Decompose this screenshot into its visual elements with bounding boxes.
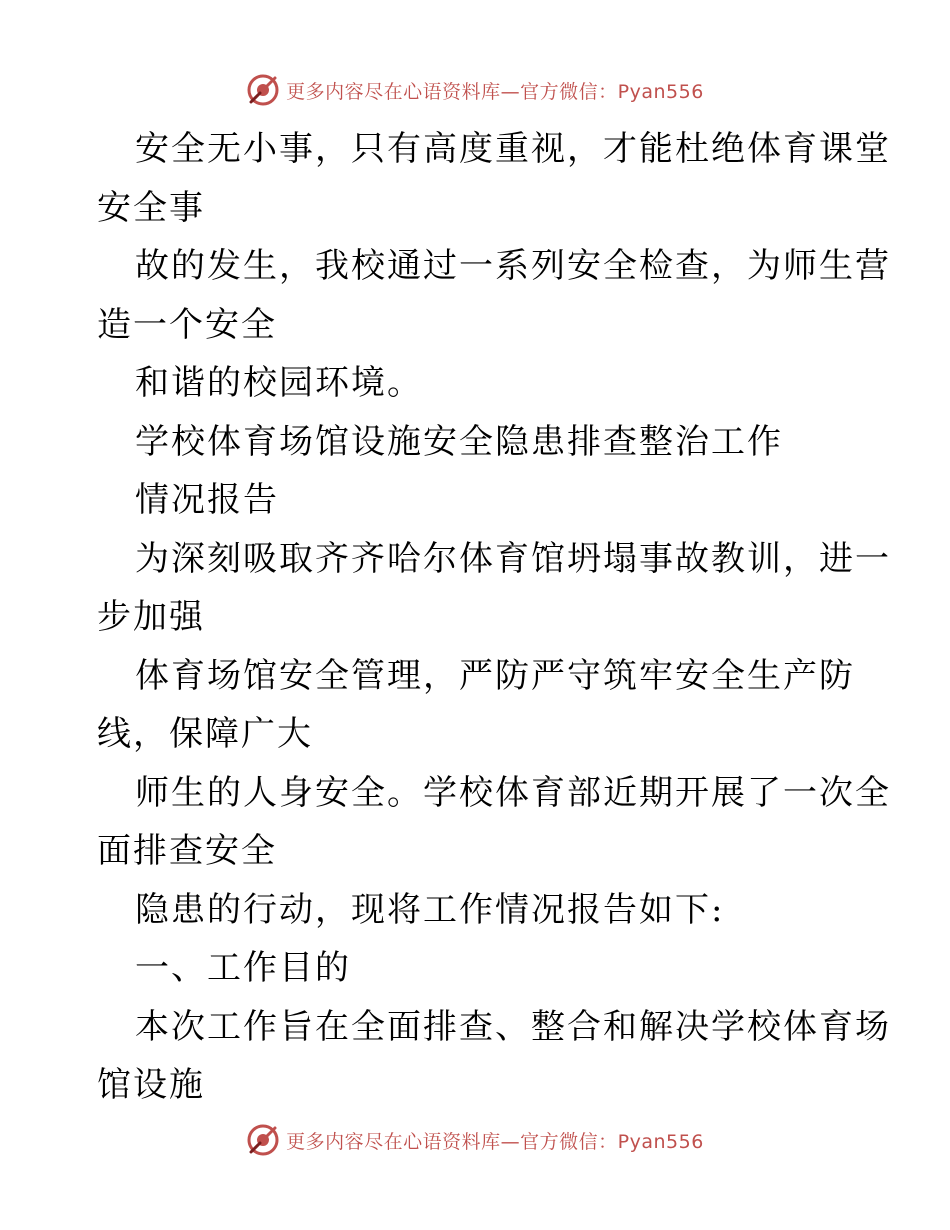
line-text: 和谐的校园环境。 bbox=[135, 363, 423, 403]
paragraph bbox=[97, 237, 891, 354]
header-banner-text: 更多内容尽在心语资料库—官方微信：Pyan556 bbox=[286, 80, 704, 103]
report-title-line-2 bbox=[97, 471, 857, 530]
paragraph bbox=[97, 354, 857, 413]
line-continuation: 馆设施 bbox=[97, 1065, 205, 1105]
line-text: 体育场馆安全管理，严防严守筑牢安全生产防 bbox=[135, 655, 855, 696]
line-continuation: 造一个安全 bbox=[97, 304, 277, 345]
paragraph bbox=[97, 647, 857, 764]
pen-logo-icon bbox=[246, 73, 280, 107]
line-text: 为深刻吸取齐齐哈尔体育馆坍塌事故教训，进一 bbox=[135, 538, 891, 579]
line-text: 安全无小事，只有高度重视，才能杜绝体育课堂 bbox=[135, 129, 891, 169]
line-continuation: 安全事 bbox=[97, 187, 205, 228]
footer-banner-text: 更多内容尽在心语资料库—官方微信：Pyan556 bbox=[286, 1130, 704, 1153]
line-text: 情况报告 bbox=[135, 480, 279, 520]
paragraph bbox=[97, 120, 891, 237]
line-text: 师生的人身安全。学校体育部近期开展了一次全 bbox=[135, 772, 891, 813]
line-text: 故的发生，我校通过一系列安全检查，为师生营 bbox=[135, 246, 891, 286]
header-banner bbox=[0, 70, 950, 110]
line-text: 隐患的行动，现将工作情况报告如下: bbox=[135, 889, 725, 930]
paragraph bbox=[97, 530, 891, 647]
line-continuation: 步加强 bbox=[97, 597, 205, 637]
paragraph bbox=[97, 998, 891, 1115]
paragraph bbox=[97, 881, 857, 940]
paragraph bbox=[97, 764, 891, 881]
footer-banner bbox=[0, 1120, 950, 1160]
section-heading bbox=[97, 939, 857, 998]
document-body bbox=[97, 120, 891, 1115]
line-continuation: 面排查安全 bbox=[97, 831, 277, 871]
line-text: 一、工作目的 bbox=[135, 948, 351, 988]
line-text: 学校体育场馆设施安全隐患排查整治工作 bbox=[135, 421, 783, 462]
pen-logo-icon bbox=[246, 1123, 280, 1157]
report-title-line-1 bbox=[97, 413, 857, 472]
line-text: 本次工作旨在全面排查、整合和解决学校体育场 bbox=[135, 1006, 891, 1047]
line-continuation: 线，保障广大 bbox=[97, 714, 313, 754]
